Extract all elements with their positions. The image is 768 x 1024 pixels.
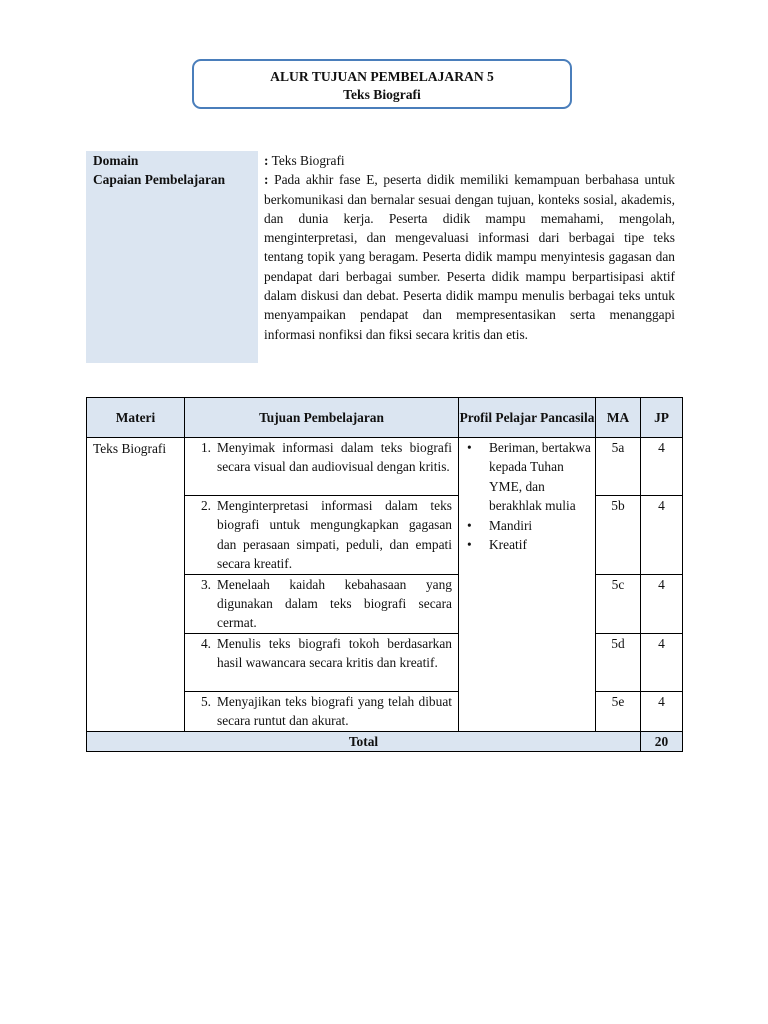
bullet-icon: • <box>467 537 472 553</box>
document-subtitle: Teks Biografi <box>343 87 421 102</box>
cp-value-paragraph <box>264 170 675 344</box>
total-row <box>87 731 683 751</box>
objective-cell <box>185 496 459 575</box>
objective-number: 2. <box>200 498 211 513</box>
total-label: Total <box>87 731 641 751</box>
domain-value: Teks Biografi <box>268 153 345 168</box>
ma-cell: 5c <box>596 574 641 633</box>
objective-number: 4. <box>200 635 211 651</box>
ma-cell: 5a <box>596 438 641 496</box>
objective-text: Menulis teks biografi tokoh berdasarkan hasil wawancara secara kritis dan kreatif. <box>217 635 452 671</box>
domain-label: Domain <box>93 153 139 168</box>
objective-number: 3. <box>200 576 211 592</box>
objective-text: Menelaah kaidah kebahasaan yang digunakan dalam teks biografi secara cermat. <box>217 576 452 631</box>
objective-cell <box>185 438 459 496</box>
list-item <box>463 516 591 535</box>
jp-cell: 4 <box>641 438 683 496</box>
objective-text: Menyajikan teks biografi yang telah dibuat secara runtut dan akurat. <box>217 693 452 729</box>
profil-item-text: Kreatif <box>489 537 527 553</box>
jp-cell: 4 <box>641 496 683 575</box>
table-row <box>87 438 683 496</box>
learning-objectives-table <box>86 397 683 752</box>
objective-cell <box>185 691 459 731</box>
objective-text: Menginterpretasi informasi dalam teks biografi untuk mengungkapkan gagasan dan perasaan simpati, peduli, dan empati secara kreatif. <box>217 498 452 572</box>
header-ma: MA <box>596 398 641 438</box>
profil-list <box>463 438 591 554</box>
jp-cell: 4 <box>641 574 683 633</box>
title-box <box>192 59 572 109</box>
ma-cell: 5b <box>596 496 641 575</box>
info-labels-panel <box>86 151 258 363</box>
header-jp: JP <box>641 398 683 438</box>
profil-item-text: Mandiri <box>489 517 533 533</box>
jp-cell: 4 <box>641 691 683 731</box>
objective-text: Menyimak informasi dalam teks biografi secara visual dan audiovisual dengan kritis. <box>217 440 452 475</box>
cp-label: Capaian Pembelajaran <box>93 172 226 187</box>
header-materi: Materi <box>87 398 185 438</box>
table-header-row <box>87 398 683 438</box>
profil-item-text: Beriman, bertakwa kepada Tuhan YME, dan berakhlak mulia <box>489 440 591 514</box>
materi-cell: Teks Biografi <box>87 438 185 732</box>
ma-cell: 5e <box>596 691 641 731</box>
cp-value: Pada akhir fase E, peserta didik memiliki kemampuan berbahasa untuk berkomunikasi dan bernalar sesuai dengan tujuan, konteks sosial, akademis, dan dunia kerja. Peserta didik mampu memahami, mengolah, menginterpretasi, dan mengevaluasi informasi dari berbagai tipe teks tentang topik yang beragam. Peserta didik mampu menyintesis gagasan dan pendapat dari berbagai sumber. Peserta didik mampu berpartisipasi aktif dalam diskusi dan debat. Peserta didik mampu menulis berbagai teks untuk menyampaikan pendapat dan mempresentasikan serta menanggapi informasi nonfiksi dan fiksi secara kritis dan etis. <box>264 172 675 342</box>
list-item <box>463 535 591 554</box>
document-title: ALUR TUJUAN PEMBELAJARAN 5 <box>270 69 494 84</box>
header-profil: Profil Pelajar Pancasila <box>459 398 596 438</box>
jp-cell: 4 <box>641 633 683 691</box>
total-value: 20 <box>641 731 683 751</box>
objective-number: 1. <box>200 440 211 455</box>
ma-cell: 5d <box>596 633 641 691</box>
objective-cell <box>185 633 459 691</box>
objective-number: 5. <box>200 693 211 709</box>
info-values <box>264 151 675 344</box>
objective-cell <box>185 574 459 633</box>
domain-value-line <box>264 151 675 170</box>
header-tujuan: Tujuan Pembelajaran <box>185 398 459 438</box>
list-item <box>463 438 591 516</box>
profil-cell <box>459 438 596 732</box>
bullet-icon: • <box>467 517 472 533</box>
domain-colon: : <box>264 153 269 168</box>
bullet-icon: • <box>467 440 472 455</box>
cp-colon: : <box>264 172 269 188</box>
